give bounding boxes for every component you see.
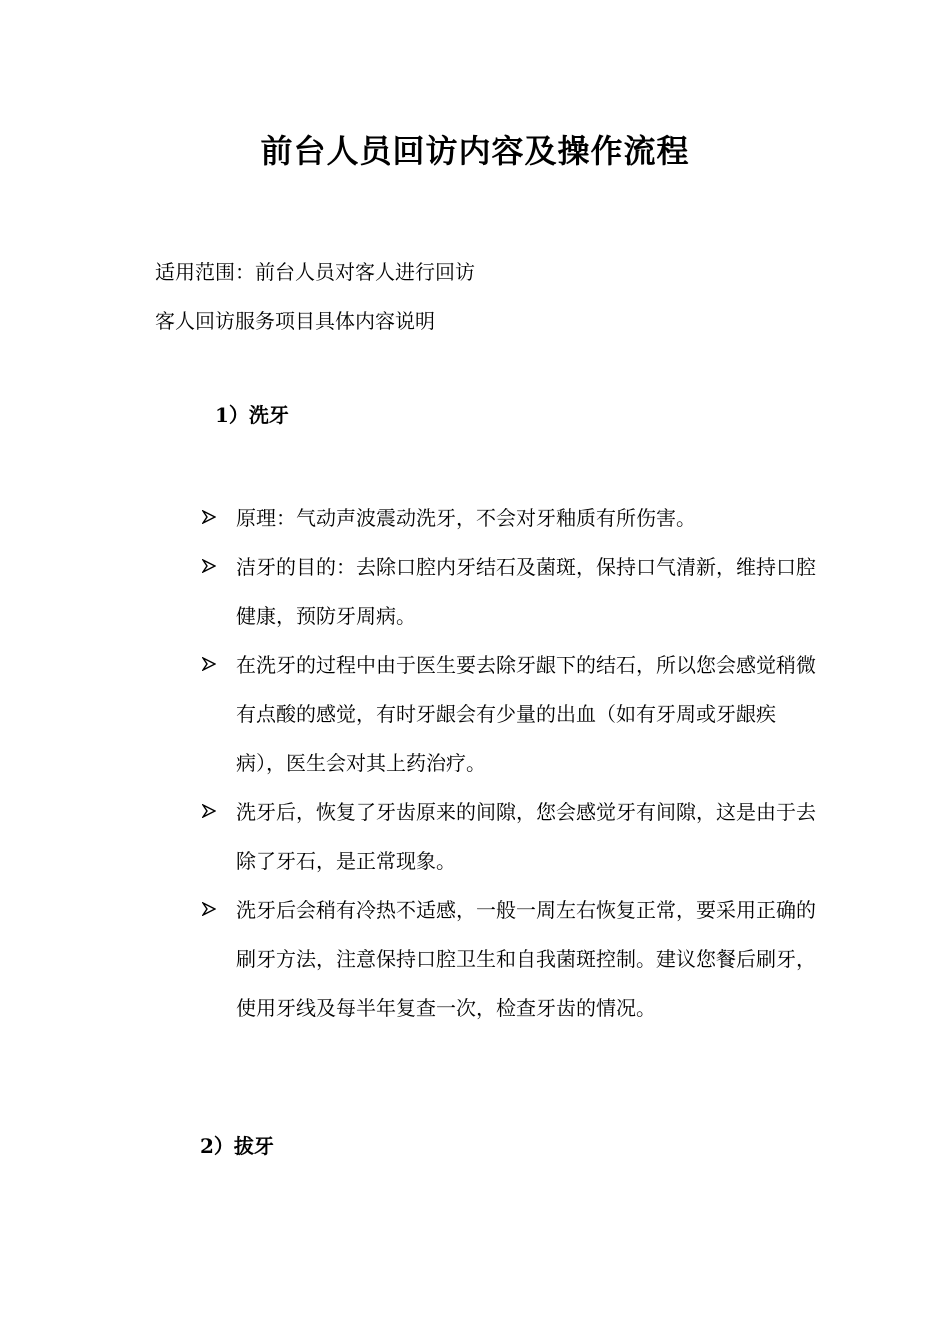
list-item [200,788,820,886]
list-item-text: 原理：气动声波震动洗牙，不会对牙釉质有所伤害。 [236,506,696,530]
page-title: 前台人员回访内容及操作流程 [260,132,690,170]
list-item-text: 在洗牙的过程中由于医生要去除牙龈下的结石，所以您会感觉稍微有点酸的感觉，有时牙龈会有少量的出血（如有牙周或牙龈疾病），医生会对其上药治疗。 [236,653,816,775]
scope-line: 适用范围：前台人员对客人进行回访 [155,260,475,284]
section-heading-extraction: 2）拔牙 [200,1134,274,1158]
list-item-text: 洗牙后会稍有冷热不适感，一般一周左右恢复正常，要采用正确的刷牙方法，注意保持口腔卫生和自我菌斑控制。建议您餐后刷牙，使用牙线及每半年复查一次，检查牙齿的情况。 [236,898,816,1020]
subtitle-line: 客人回访服务项目具体内容说明 [155,309,435,333]
list-item [200,543,820,641]
arrowhead-bullet-icon [200,788,220,837]
list-item [200,886,820,1033]
arrowhead-bullet-icon [200,494,220,543]
arrowhead-bullet-icon [200,641,220,690]
cleaning-bullet-list [200,494,820,1033]
list-item [200,641,820,788]
list-item-text: 洁牙的目的：去除口腔内牙结石及菌斑，保持口气清新，维持口腔健康，预防牙周病。 [236,555,816,628]
list-item [200,494,820,543]
section-heading-cleaning: 1）洗牙 [215,403,289,427]
arrowhead-bullet-icon [200,886,220,935]
list-item-text: 洗牙后，恢复了牙齿原来的间隙，您会感觉牙有间隙，这是由于去除了牙石，是正常现象。 [236,800,816,873]
arrowhead-bullet-icon [200,543,220,592]
